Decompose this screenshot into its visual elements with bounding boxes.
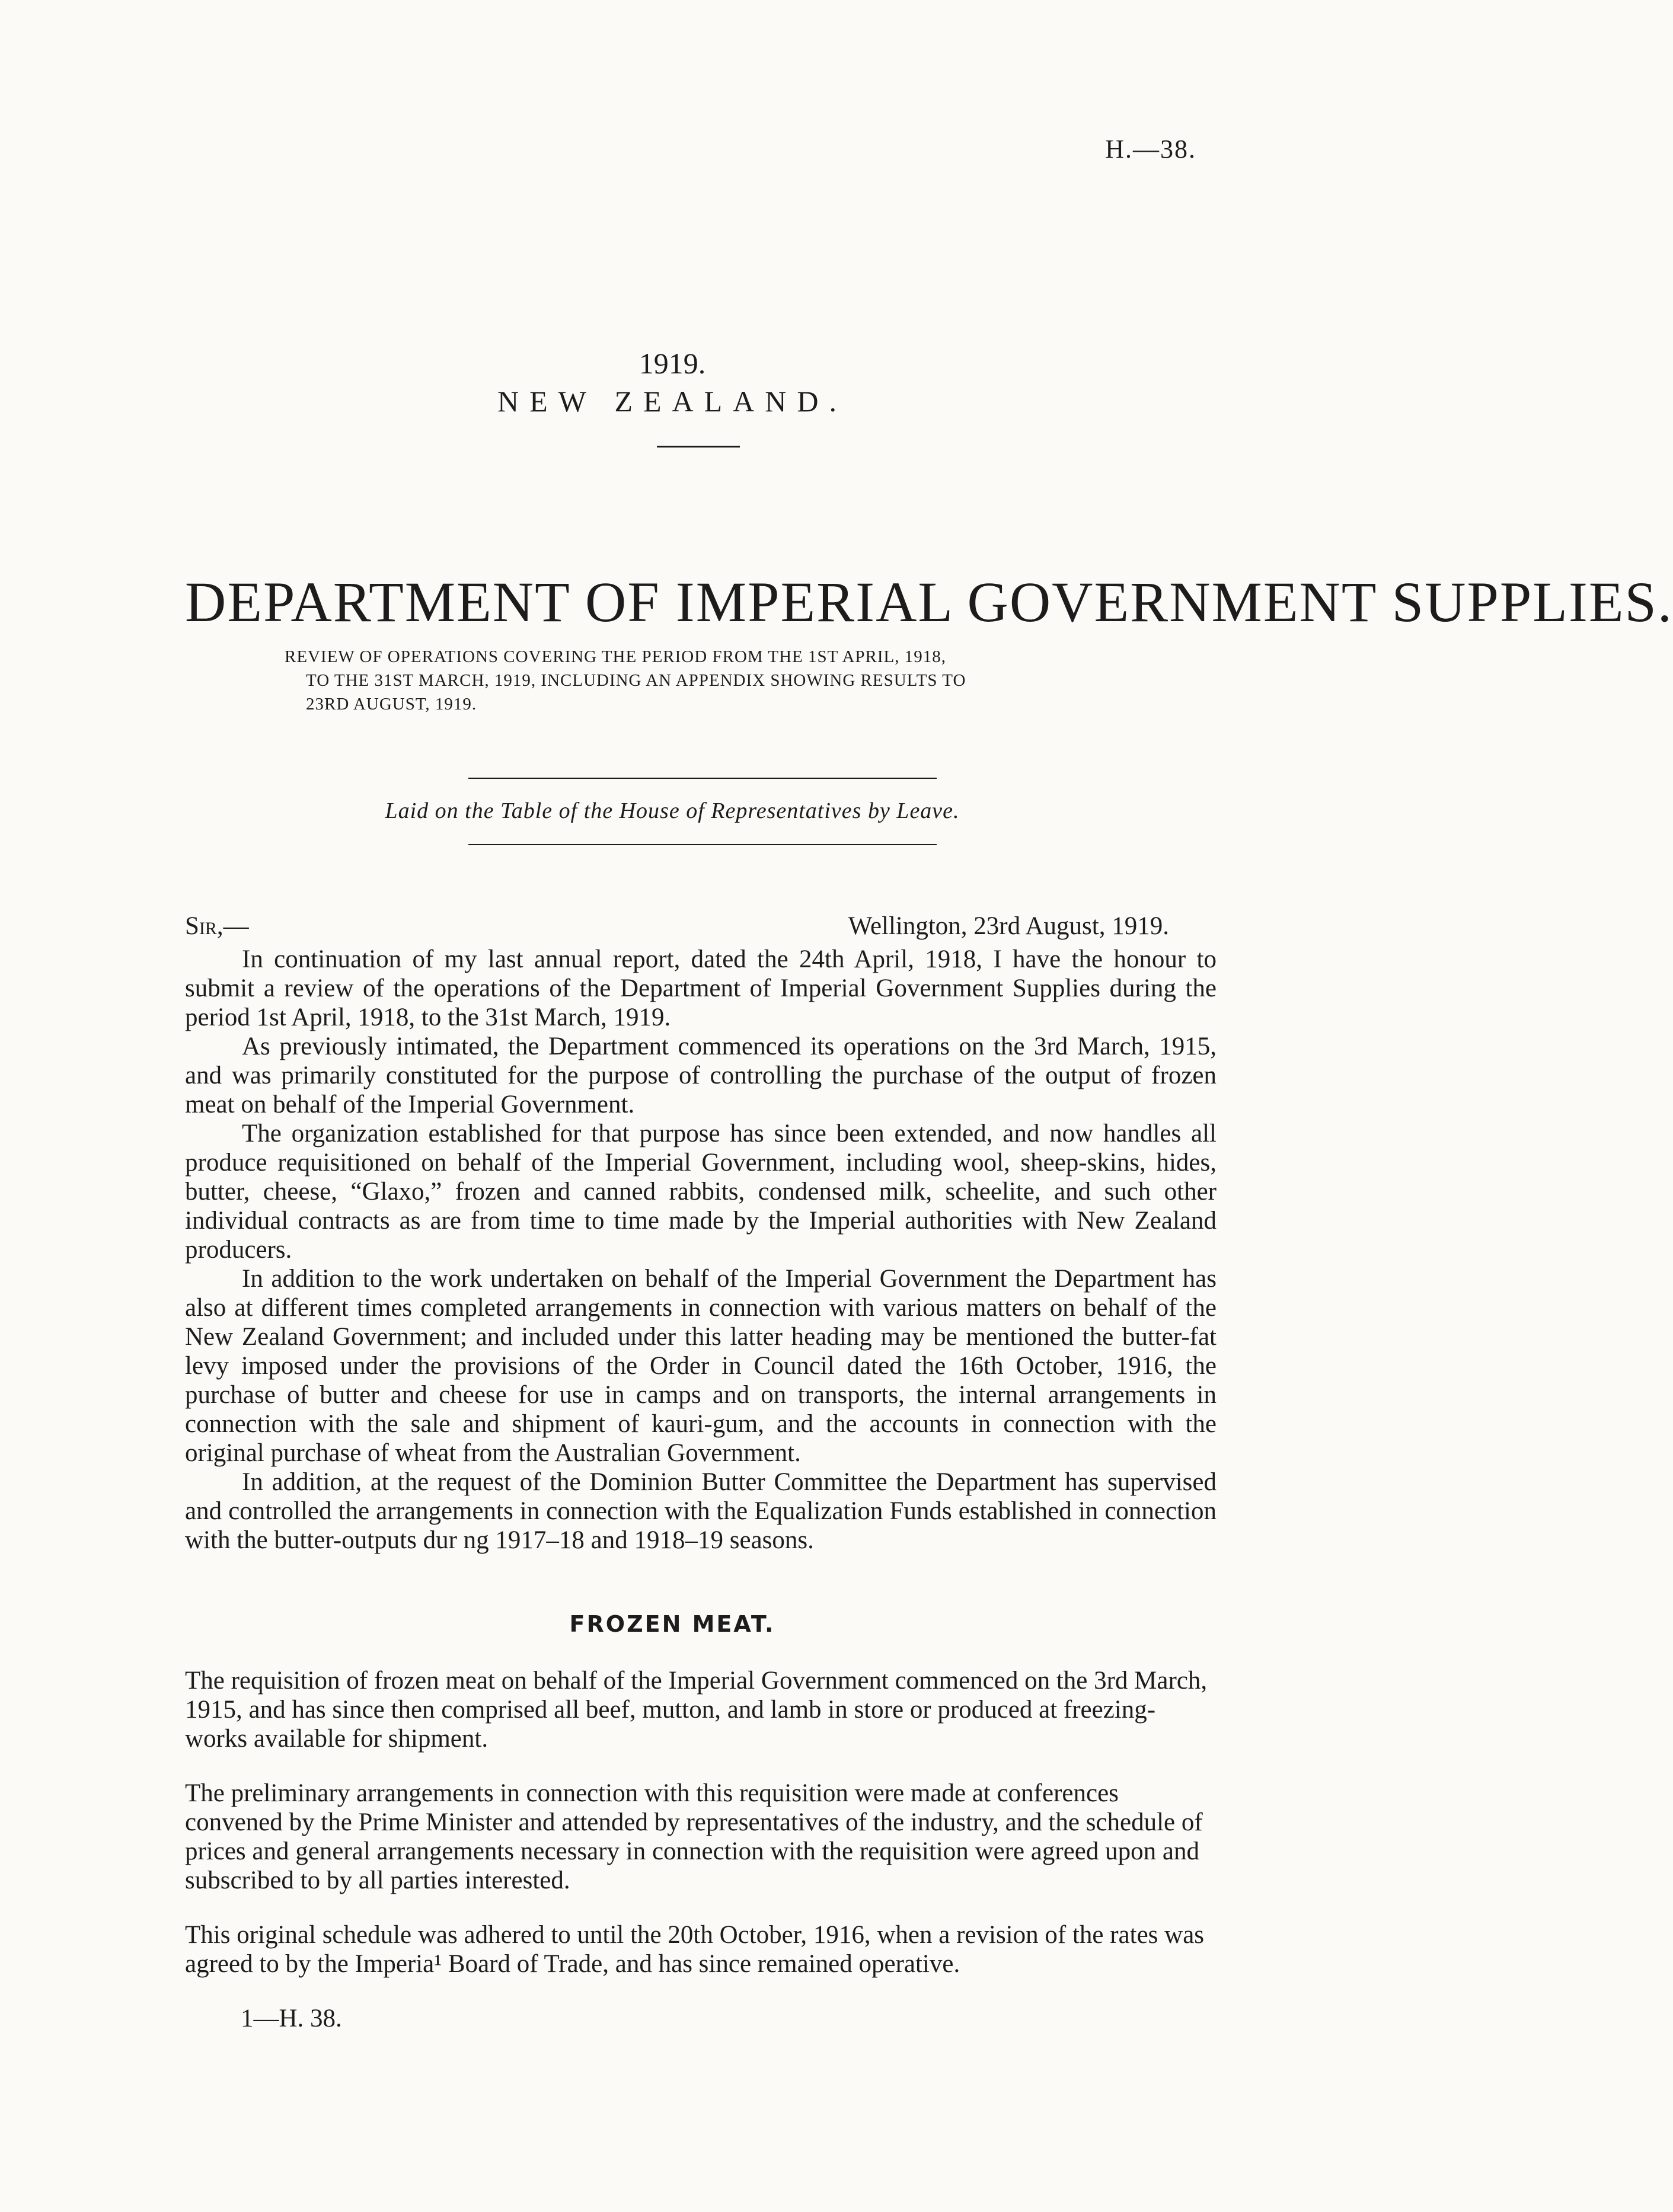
paragraph: The requisition of frozen meat on behalf of the Imperial Government commenced on the 3rd March, 1915, and has since then comprised all beef, mutton, and lamb in store or produced at freezing-works available for shipment.	[185, 1667, 1208, 1753]
subtitle-line-1: REVIEW OF OPERATIONS COVERING THE PERIOD FROM THE 1ST APRIL, 1918,	[285, 647, 946, 666]
paragraph: The organization established for that purpose has since been extended, and now handles all produce requisitioned on behalf of the Imperial Government, including wool, sheep-skins, hides, butter, cheese, “Glaxo,” frozen and canned rabbits, condensed milk, scheelite, and such other individual contracts as are from time to time made by the Imperial authorities with New Zealand producers.	[185, 1120, 1217, 1264]
laid-on-table-note: Laid on the Table of the House of Representatives by Leave.	[385, 798, 960, 823]
subtitle-line-3: 23RD AUGUST, 1919.	[306, 695, 477, 714]
subtitle-line-2: TO THE 31ST MARCH, 1919, INCLUDING AN APPENDIX SHOWING RESULTS TO	[306, 671, 966, 690]
page-signature: 1—H. 38.	[241, 2005, 342, 2032]
department-title: DEPARTMENT OF IMPERIAL GOVERNMENT SUPPLIES.	[185, 570, 1673, 634]
salutation: Sir,—	[185, 912, 249, 940]
paragraph: As previously intimated, the Department commenced its operations on the 3rd March, 1915, and was primarily constituted for the purpose of controlling the purchase of the output of frozen meat on behalf of the Imperial Government.	[185, 1033, 1217, 1118]
frozen-meat-body	[185, 1641, 1217, 2033]
upper-rule	[468, 778, 937, 779]
paragraph: In continuation of my last annual report, dated the 24th April, 1918, I have the honour to submit a review of the operations of the Department of Imperial Government Supplies during the period 1st April, 1918, to the 31st March, 1919.	[185, 945, 1217, 1031]
paragraph: This original schedule was adhered to until the 20th October, 1916, when a revision of the rates was agreed to by the Imperia¹ Board of Trade, and has since remained operative.	[185, 1921, 1205, 1978]
section-heading-frozen-meat: FROZEN MEAT.	[569, 1611, 775, 1637]
page-reference: H.—38.	[1105, 135, 1196, 164]
title-divider	[657, 446, 740, 447]
paragraph: In addition to the work undertaken on behalf of the Imperial Government the Department has also at different times completed arrangements in connection with various matters on behalf of the New Zealand Government; and included under this latter heading may be mentioned the butter-fat levy imposed under the provisions of the Order in Council dated the 16th October, 1916, the purchase of butter and cheese for use in camps and on transports, the internal arrangements in connection with the sale and shipment of kauri-gum, and the accounts in connection with the original purchase of wheat from the Australian Government.	[185, 1265, 1217, 1467]
dateline: Wellington, 23rd August, 1919.	[848, 912, 1169, 940]
country-title: NEW ZEALAND.	[497, 385, 847, 418]
lower-rule	[468, 844, 937, 845]
paragraph: The preliminary arrangements in connection with this requisition were made at conferences convened by the Prime Minister and attended by representatives of the industry, and the schedule of prices and general arrangements necessary in connection with the requisition were agreed upon and subscribed to by all parties interested.	[185, 1779, 1203, 1894]
publication-year: 1919.	[638, 347, 706, 380]
report-subtitle	[285, 645, 1156, 716]
salutation-row	[185, 912, 1217, 941]
letter-body	[185, 945, 1217, 1555]
paragraph: In addition, at the request of the Dominion Butter Committee the Department has supervised and controlled the arrangements in connection with the Equalization Funds established in connection with the butter-outputs dur ng 1917–18 and 1918–19 seasons.	[185, 1468, 1217, 1554]
